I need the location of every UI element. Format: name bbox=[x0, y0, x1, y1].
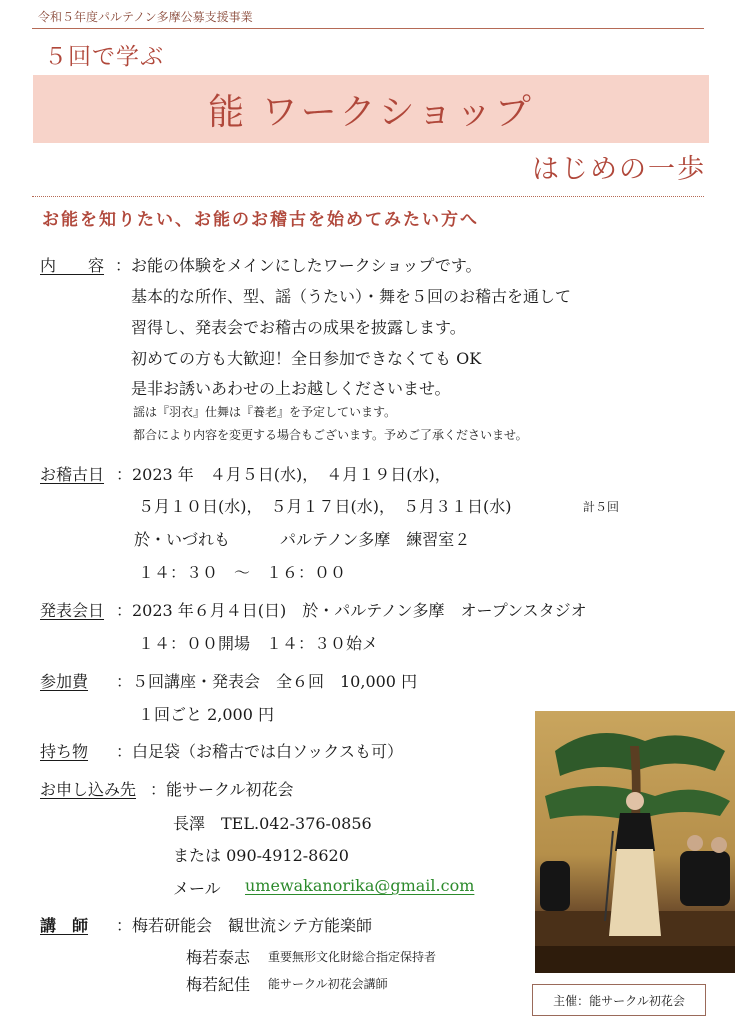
lessons-time: １４：３０ ～ １６：００ bbox=[138, 563, 347, 582]
items-line1: ：白足袋（お稽古では白ソックスも可） bbox=[116, 742, 404, 761]
items-label: 持ち物 bbox=[40, 742, 89, 761]
teacher-name: 梅若紀佳 bbox=[186, 975, 251, 994]
title-band bbox=[33, 75, 709, 143]
fee-line1: ：５回講座・発表会 全６回 10,000 円 bbox=[116, 672, 418, 691]
recital-line2: １４：００開場 １４：３０始メ bbox=[138, 634, 379, 653]
lessons-place-prefix: 於・いづれも bbox=[134, 530, 231, 549]
content-line: ：お能の体験をメインにしたワークショップです。 bbox=[115, 256, 482, 275]
recital-line1: ：2023 年６月４日(日) 於・パルテノン多摩 オープンスタジオ bbox=[116, 601, 587, 620]
invite-heading: お能を知りたい、お能のお稽古を始めてみたい方へ bbox=[42, 210, 479, 230]
apply-mail-label: メール bbox=[173, 879, 221, 898]
content-label: 内 容 bbox=[40, 256, 105, 275]
lessons-dates-line1: ：2023 年 ４月５日(水)， ４月１９日(水)， bbox=[116, 465, 451, 484]
dotted-divider bbox=[32, 196, 704, 197]
content-note: 謡は『羽衣』仕舞は『養老』を予定しています。 bbox=[133, 405, 397, 419]
lessons-count: 計５回 bbox=[583, 500, 620, 514]
five-times-subtitle: ５回で学ぶ bbox=[44, 44, 164, 70]
content-line: 基本的な所作、型、謡（うたい）・舞を５回のお稽古を通して bbox=[131, 287, 572, 306]
teacher-role: 重要無形文化財総合指定保持者 bbox=[268, 950, 437, 964]
content-line: 是非お誘いあわせの上お越しくださいませ。 bbox=[131, 379, 451, 398]
content-line: 習得し、発表会でお稽古の成果を披露します。 bbox=[131, 318, 466, 337]
content-note: 都合により内容を変更する場合もございます。予めご了承くださいませ。 bbox=[133, 428, 528, 442]
teacher-line1: ：梅若研能会 観世流シテ方能楽師 bbox=[116, 916, 373, 935]
lessons-dates-line2: ５月１０日(水)， ５月１７日(水)， ５月３１日(水) bbox=[138, 497, 512, 516]
apply-org: ：能サークル初花会 bbox=[150, 780, 294, 799]
top-divider bbox=[32, 28, 704, 29]
page-title: 能 ワークショップ bbox=[208, 91, 534, 133]
apply-mobile: または 090-4912-8620 bbox=[173, 846, 349, 865]
fee-label: 参加費 bbox=[40, 672, 89, 691]
lessons-place: パルテノン多摩 練習室２ bbox=[280, 530, 471, 549]
host-box: 主催：能サークル初花会 bbox=[532, 984, 706, 1016]
fee-line2: １回ごと 2,000 円 bbox=[138, 705, 274, 724]
content-line: 初めての方も大歓迎！全日参加できなくても OK bbox=[131, 349, 482, 368]
email-link[interactable]: umewakanorika@gmail.com bbox=[245, 876, 475, 895]
teacher-label: 講 師 bbox=[40, 916, 89, 935]
apply-label: お申し込み先 bbox=[40, 780, 137, 799]
teacher-role: 能サークル初花会講師 bbox=[268, 977, 388, 991]
apply-phone: 長澤 TEL.042-376-0856 bbox=[173, 814, 372, 833]
recital-label: 発表会日 bbox=[40, 601, 105, 620]
sponsor-line: 令和５年度パルテノン多摩公募支援事業 bbox=[38, 10, 253, 24]
noh-performance-photo bbox=[535, 711, 735, 973]
lessons-label: お稽古日 bbox=[40, 465, 105, 484]
first-step-subtitle: はじめの一歩 bbox=[532, 154, 706, 185]
teacher-name: 梅若泰志 bbox=[186, 948, 251, 967]
